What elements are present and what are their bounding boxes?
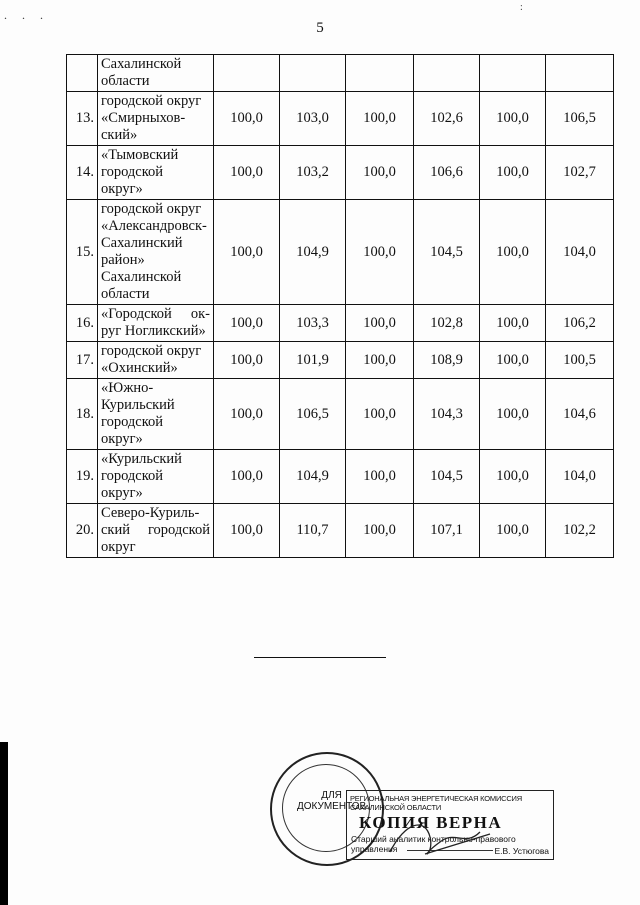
- name-line: округ: [101, 539, 136, 555]
- index-value: 100,0: [346, 342, 414, 379]
- index-value: 100,0: [346, 305, 414, 342]
- name-line: «Городской ок-: [101, 306, 210, 322]
- name-line: городской округ: [101, 93, 202, 109]
- index-value: 106,6: [414, 146, 480, 200]
- index-value: 102,6: [414, 92, 480, 146]
- name-line: «Александровск-: [101, 218, 207, 234]
- index-value: 104,9: [280, 200, 346, 305]
- name-line: городской: [101, 414, 164, 430]
- index-value: 100,0: [480, 305, 546, 342]
- index-value: 100,0: [214, 504, 280, 558]
- index-value: 100,0: [480, 342, 546, 379]
- index-value: 104,3: [414, 379, 480, 450]
- table-row: [67, 342, 614, 379]
- table-row: [67, 92, 614, 146]
- index-value: 100,0: [480, 92, 546, 146]
- index-value: 100,0: [346, 450, 414, 504]
- index-value: 101,9: [280, 342, 346, 379]
- page-number: 5: [316, 20, 324, 36]
- stamp-signer-name: Е.В. Устюгова: [494, 846, 549, 856]
- index-value: 100,0: [480, 379, 546, 450]
- name-line: ский»: [101, 127, 138, 143]
- table-row: [67, 305, 614, 342]
- index-value: 100,0: [346, 200, 414, 305]
- stamp-position: Старший аналитик контрольно-правового управления: [351, 834, 516, 854]
- row-number: [67, 55, 98, 92]
- index-value: 104,0: [546, 450, 614, 504]
- index-value: [480, 55, 546, 92]
- scan-speck: :: [520, 2, 523, 13]
- name-line: Сахалинской: [101, 269, 182, 285]
- index-value: 104,5: [414, 450, 480, 504]
- seal-inner-text: ДЛЯ ДОКУМЕНТОВ: [297, 790, 367, 812]
- name-line: городской: [101, 164, 164, 180]
- index-value: [414, 55, 480, 92]
- index-value: 100,0: [214, 92, 280, 146]
- index-value: 100,0: [480, 450, 546, 504]
- table-row: [67, 200, 614, 305]
- handwritten-signature: [385, 812, 495, 862]
- name-line: руг Ногликский»: [101, 323, 206, 339]
- name-line: городской округ: [101, 343, 202, 359]
- name-line: городской округ: [101, 201, 202, 217]
- row-number: 16.: [67, 305, 98, 342]
- index-value: 104,6: [546, 379, 614, 450]
- index-value: 106,2: [546, 305, 614, 342]
- index-value: 104,9: [280, 450, 346, 504]
- index-value: 100,0: [480, 504, 546, 558]
- municipality-name: [98, 450, 214, 504]
- municipality-name: [98, 92, 214, 146]
- name-line: «Курильский: [101, 451, 182, 467]
- index-value: 100,0: [214, 305, 280, 342]
- table-row: [67, 379, 614, 450]
- municipality-name: [98, 55, 214, 92]
- index-value: 100,0: [346, 379, 414, 450]
- scan-specks: . . .: [4, 8, 49, 22]
- municipality-name: [98, 305, 214, 342]
- stamp-organization: РЕГИОНАЛЬНАЯ ЭНЕРГЕТИЧЕСКАЯ КОМИССИЯ САХАЛИНСКОЙ ОБЛАСТИ: [350, 794, 522, 812]
- scan-edge-bar: [0, 742, 8, 905]
- name-line: округ»: [101, 485, 143, 501]
- name-line: Сахалинской: [101, 56, 182, 72]
- row-number: 18.: [67, 379, 98, 450]
- table-row: [67, 450, 614, 504]
- index-value: 100,0: [214, 450, 280, 504]
- index-value: 100,0: [346, 92, 414, 146]
- index-value: 100,0: [214, 200, 280, 305]
- municipality-name: [98, 379, 214, 450]
- municipality-name: [98, 342, 214, 379]
- end-separator-line: [254, 657, 386, 658]
- index-value: 102,8: [414, 305, 480, 342]
- index-value: 107,1: [414, 504, 480, 558]
- stamp-title: КОПИЯ ВЕРНА: [359, 813, 503, 832]
- index-value: 104,0: [546, 200, 614, 305]
- index-value: [546, 55, 614, 92]
- table-row: [67, 146, 614, 200]
- index-value: 100,0: [346, 146, 414, 200]
- index-value: 103,2: [280, 146, 346, 200]
- table-row: [67, 504, 614, 558]
- row-number: 15.: [67, 200, 98, 305]
- name-line: Сахалинский: [101, 235, 183, 251]
- name-line: Северо-Куриль-: [101, 505, 200, 521]
- row-number: 19.: [67, 450, 98, 504]
- index-value: 100,0: [480, 146, 546, 200]
- index-value: 104,5: [414, 200, 480, 305]
- name-line: район»: [101, 252, 145, 268]
- table-row: [67, 55, 614, 92]
- index-value: 106,5: [280, 379, 346, 450]
- index-value: 100,0: [214, 379, 280, 450]
- name-line: Курильский: [101, 397, 175, 413]
- name-line: области: [101, 286, 150, 302]
- name-line: «Южно-: [101, 380, 154, 396]
- name-line: округ»: [101, 431, 143, 447]
- name-line: «Смирныхов-: [101, 110, 186, 126]
- index-value: 103,0: [280, 92, 346, 146]
- name-line: области: [101, 73, 150, 89]
- row-number: 13.: [67, 92, 98, 146]
- index-value: 106,5: [546, 92, 614, 146]
- index-value: [346, 55, 414, 92]
- municipality-name: [98, 504, 214, 558]
- index-value: 100,0: [346, 504, 414, 558]
- name-line: округ»: [101, 181, 143, 197]
- municipality-name: [98, 200, 214, 305]
- index-value: [214, 55, 280, 92]
- index-value: [280, 55, 346, 92]
- index-value: 100,0: [214, 342, 280, 379]
- index-value: 100,0: [214, 146, 280, 200]
- municipality-name: [98, 146, 214, 200]
- row-number: 17.: [67, 342, 98, 379]
- index-value: 100,5: [546, 342, 614, 379]
- index-value: 103,3: [280, 305, 346, 342]
- name-line: городской: [101, 468, 164, 484]
- row-number: 20.: [67, 504, 98, 558]
- name-line: «Охинский»: [101, 360, 178, 376]
- name-line: «Тымовский: [101, 147, 179, 163]
- index-value: 100,0: [480, 200, 546, 305]
- tariff-table: [66, 54, 614, 558]
- index-value: 108,9: [414, 342, 480, 379]
- name-line: ский городской: [101, 522, 210, 538]
- row-number: 14.: [67, 146, 98, 200]
- index-value: 110,7: [280, 504, 346, 558]
- index-value: 102,2: [546, 504, 614, 558]
- index-value: 102,7: [546, 146, 614, 200]
